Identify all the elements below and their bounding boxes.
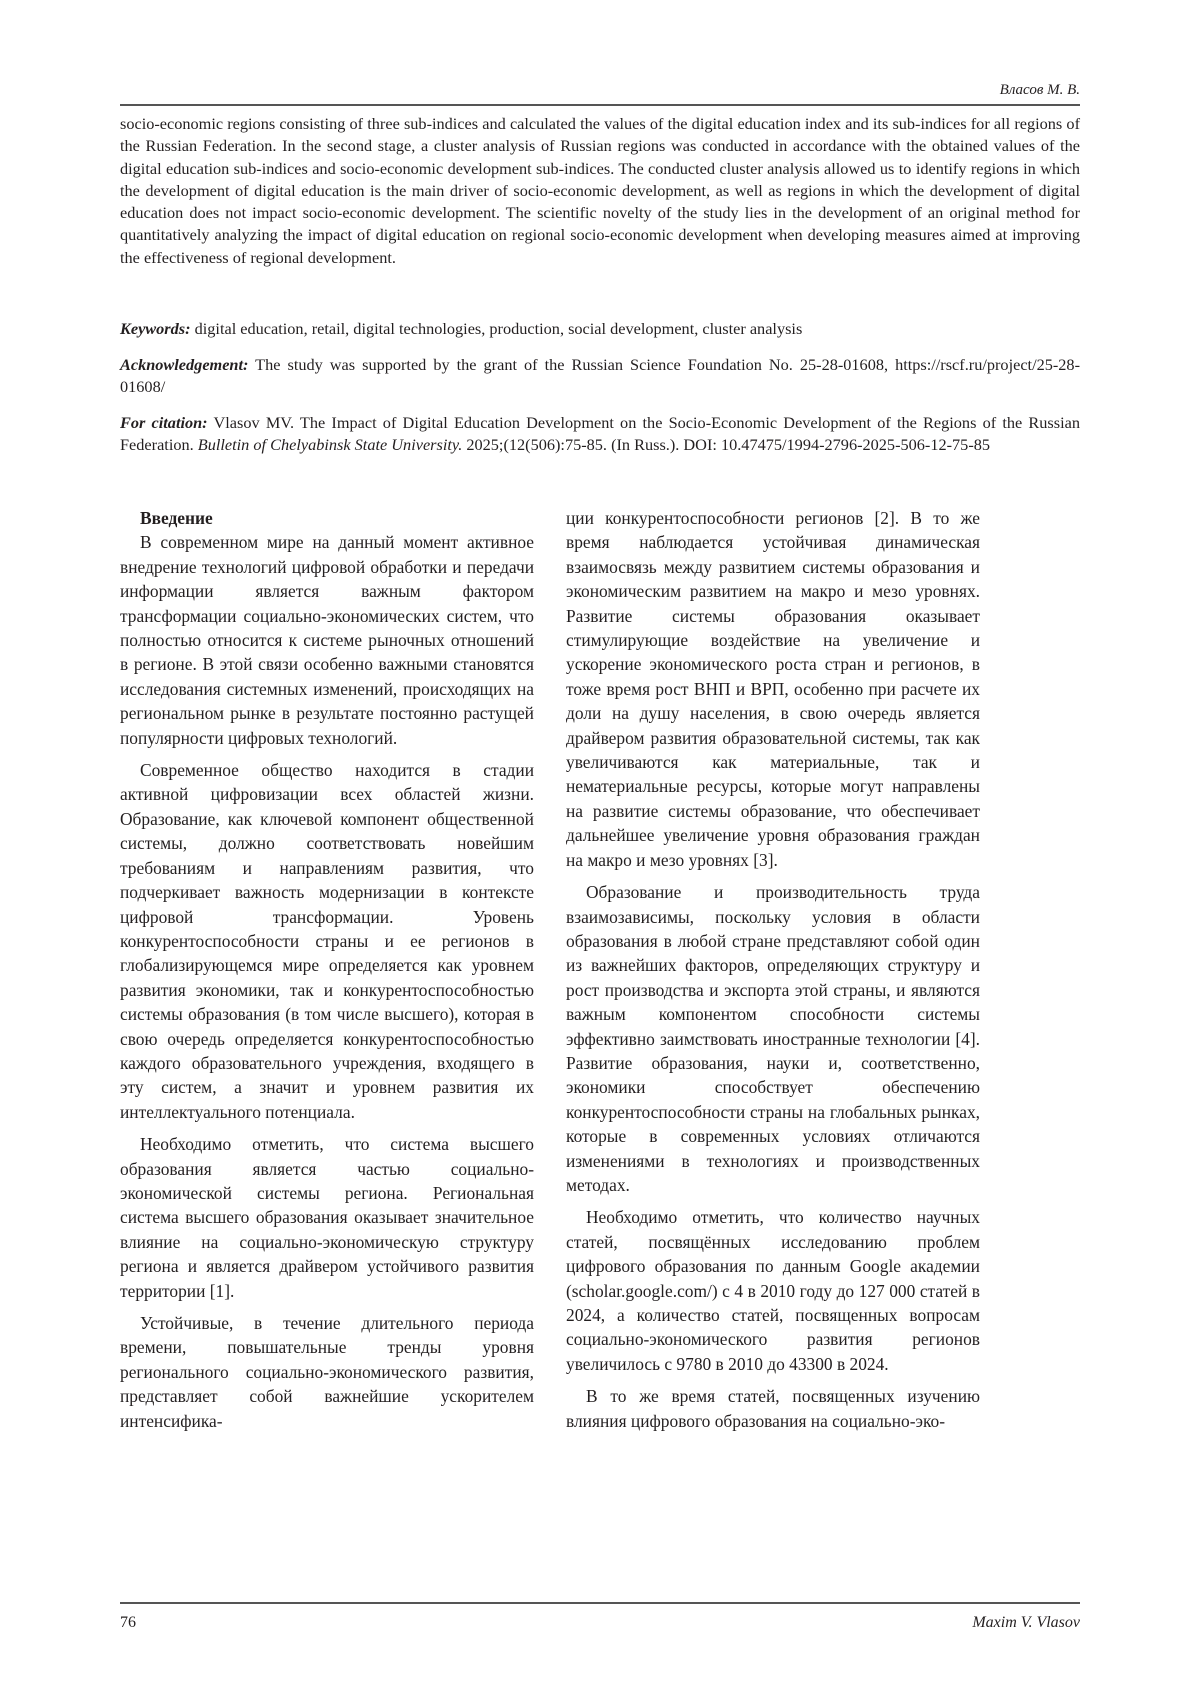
header-rule xyxy=(120,104,1080,106)
footer-author: Maxim V. Vlasov xyxy=(972,1614,1080,1631)
citation-tail: 2025;(12(506):75-85. (In Russ.). DOI: 10.47475/1994-2796-2025-506-12-75-85 xyxy=(462,435,991,455)
citation xyxy=(120,412,1080,457)
keywords xyxy=(120,318,1080,340)
acknowledgement xyxy=(120,354,1080,399)
paragraph: Устойчивые, в течение длительного периода времени, повышательные тренды уровня регионального социально-экономического развития, представляет собой важнейшие ускорителем интенсифика- xyxy=(120,1313,534,1431)
paragraph: Современное общество находится в стадии активной цифровизации всех областей жизни. Образование, как ключевой компонент общественной системы, должно соответствовать новейшим требованиям и направлениям развития, что подчеркивает важность модернизации в контексте цифровой трансформации. Уровень конкурентоспособности страны и ее регионов в глобализирующемся мире определяется как уровнем развития экономики, так и конкурентоспособностью системы образования (в том числе высшего), которая в свою очередь определяется конкурентоспособностью каждого образовательного учреждения, входящего в эту систем, а значит и уровнем развития их интеллектуального потенциала. xyxy=(120,760,534,1122)
paragraph-continued: ции конкурентоспособности регионов [2]. В то же время наблюдается устойчивая динамическая взаимосвязь между развитием системы образования и экономическим развитием на макро и мезо уровнях. Развитие системы образования оказывает стимулирующие воздействие на увеличение и ускорение экономического роста стран и регионов, в тоже время рост ВНП и ВРП, особенно при расчете их доли на душу населения, в свою очередь является драйвером развития образовательной системы, так как увеличиваются как материальные, так и нематериальные ресурсы, которые могут направлены на развитие системы образование, что обеспечивает дальнейшее увеличение уровня образования граждан на макро и мезо уровнях [3]. xyxy=(566,508,980,870)
section-heading: Введение xyxy=(140,508,213,528)
running-header-author: Власов М. В. xyxy=(999,82,1080,98)
footer-rule xyxy=(120,1602,1080,1604)
citation-label: For citation: xyxy=(120,413,208,432)
footer xyxy=(120,1614,1080,1632)
left-column xyxy=(120,506,534,1441)
acknowledgement-text: The study was supported by the grant of the Russian Science Foundation No. 25-28-01608, https://rscf.ru/project/25-28-01608/ xyxy=(120,355,1080,397)
citation-text: Vlasov MV. The Impact of Digital Education Development on the Socio-Economic Development of the Regions of the Russian Federation. xyxy=(120,413,1080,455)
citation-journal: Bulletin of Chelyabinsk State University. xyxy=(197,435,463,455)
paragraph: Необходимо отметить, что количество научных статей, посвящённых исследованию проблем цифрового образования по данным Google академии (scholar.google.com/) с 4 в 2010 году до 127 000 статей в 2024, а количество статей, посвященных вопросам социально-экономического развития регионов увеличилось с 9780 в 2010 до 43300 в 2024. xyxy=(566,1207,980,1374)
page-number: 76 xyxy=(120,1614,136,1631)
keywords-label: Keywords: xyxy=(120,319,191,338)
paragraph: В то же время статей, посвященных изучению влияния цифрового образования на социально-эко- xyxy=(566,1386,980,1431)
acknowledgement-label: Acknowledgement: xyxy=(120,355,249,374)
paragraph: Образование и производительность труда взаимозависимы, поскольку условия в области образования в любой стране представляют собой один из важнейших факторов, определяющих структуру и рост производства и экспорта этой страны, и являются важным компонентом способности системы эффективно заимствовать иностранные технологии [4]. Развитие образования, науки и, соответственно, экономики способствует обеспечению конкурентоспособности страны на глобальных рынках, которые в современных условиях отличаются изменениями в технологиях и производственных методах. xyxy=(566,882,980,1195)
abstract-text: socio-economic regions consisting of three sub-indices and calculated the values of the digital education index and its sub-indices for all regions of the Russian Federation. In the second stage, a cluster analysis of Russian regions was conducted in accordance with the obtained values of the digital education sub-indices and socio-economic development sub-indices. The conducted cluster analysis allowed us to identify regions in which the development of digital education is the main driver of socio-economic development, as well as regions in which the development of digital education does not impact socio-economic development. The scientific novelty of the study lies in the development of an original method for quantitatively analyzing the impact of digital education on regional socio-economic development when developing measures aimed at improving the effectiveness of regional development. xyxy=(120,114,1080,267)
paragraph: Необходимо отметить, что система высшего образования является частью социально-экономической системы региона. Региональная система высшего образования оказывает значительное влияние на социально-экономическую структуру региона и является драйвером устойчивого развития территории [1]. xyxy=(120,1134,534,1301)
keywords-text: digital education, retail, digital technologies, production, social development, cluster analysis xyxy=(190,319,803,338)
paragraph: В современном мире на данный момент активное внедрение технологий цифровой обработки и передачи информации является важным фактором трансформации социально-экономических систем, что полностью относится к системе рыночных отношений в регионе. В этой связи особенно важными становятся исследования системных изменений, происходящих на региональном рынке в результате постоянно растущей популярности цифровых технологий. xyxy=(120,532,534,748)
right-column xyxy=(566,506,980,1441)
